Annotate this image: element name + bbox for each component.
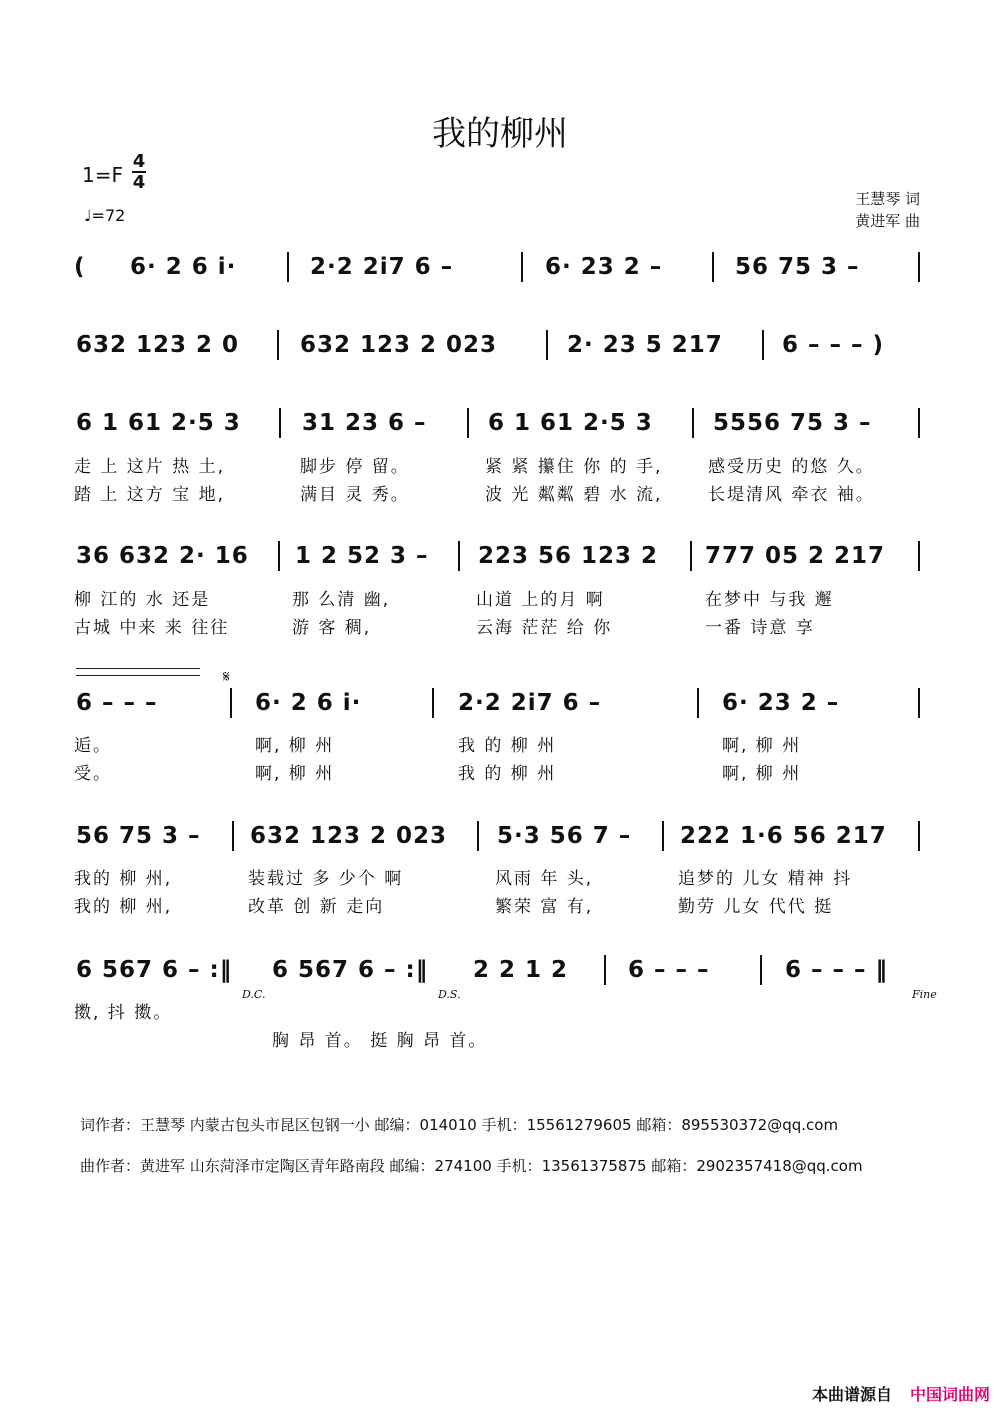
system-2-measure-3: 2· 23 5 217 — [567, 332, 723, 358]
system-4-lyric-1a: 柳 江的 水 还是 — [74, 590, 211, 610]
system-7-measure-1: 6 567 6 – :‖ — [76, 957, 233, 983]
system-5-lyric-1c: 我 的 柳 州 — [458, 736, 557, 756]
system-6-measure-2: 632 123 2 023 — [250, 823, 448, 849]
system-5-lyric-1a: 逅。 — [74, 736, 112, 756]
system-7-measure-4: 6 – – – — [628, 957, 710, 983]
system-6-lyric-1b: 装载过 多 少个 啊 — [248, 869, 404, 889]
system-5-lyric-2c: 我 的 柳 州 — [458, 764, 557, 784]
ds-marking: D.S. — [438, 988, 461, 1001]
system-2-measure-1: 632 123 2 0 — [76, 332, 240, 358]
barline — [432, 688, 434, 718]
barline — [279, 408, 281, 438]
dc-marking: D.C. — [242, 988, 266, 1001]
source-attribution — [812, 1382, 990, 1405]
barline — [477, 821, 479, 851]
system-2-measure-4: 6 – – – ) — [782, 332, 885, 358]
system-5-lyric-2a: 受。 — [74, 764, 112, 784]
system-6-measure-3: 5·3 56 7 – — [497, 823, 632, 849]
barline — [230, 688, 232, 718]
system-5-lyric-2b: 啊, 柳 州 — [255, 764, 335, 784]
barline — [692, 408, 694, 438]
system-3-measure-2: 31 23 6 – — [302, 410, 427, 436]
system-4-lyric-2c: 云海 茫茫 给 你 — [476, 618, 613, 638]
system-4-lyric-1c: 山道 上的月 啊 — [476, 590, 605, 610]
decrescendo-line — [76, 668, 200, 669]
barline — [278, 541, 280, 571]
system-3-measure-1: 6 1 61 2·5 3 — [76, 410, 241, 436]
system-1-measure-3: 6· 23 2 – — [545, 254, 663, 280]
system-6-lyric-2a: 我的 柳 州, — [74, 897, 173, 917]
system-7-lyric-1: 擞, 抖 擞。 — [74, 1003, 173, 1023]
barline — [918, 252, 920, 282]
system-1-measure-1: 6· 2 6 i· — [130, 254, 237, 280]
decrescendo-line — [76, 675, 200, 676]
barline — [662, 821, 664, 851]
composer-info: 曲作者：黄进军 山东菏泽市定陶区青年路南段 邮编：274100 手机：13561375875 邮箱：2902357418@qq.com — [80, 1157, 863, 1175]
segno-sign: 𝄋 — [223, 667, 230, 686]
system-7-measure-5: 6 – – – ‖ — [785, 957, 889, 983]
system-7-measure-3: 2 2 1 2 — [473, 957, 569, 983]
system-4-measure-4: 777 05 2 217 — [705, 543, 886, 569]
lyricist-credit: 王慧琴 词 — [855, 190, 920, 208]
page-title: 我的柳州 — [432, 114, 568, 154]
system-3-lyric-2c: 波 光 粼粼 碧 水 流, — [485, 485, 663, 505]
system-5-lyric-1d: 啊, 柳 州 — [722, 736, 802, 756]
system-3-lyric-2d: 长堤清风 牵衣 袖。 — [708, 485, 875, 505]
barline — [918, 821, 920, 851]
system-5-measure-3: 2·2 2i7 6 – — [458, 690, 602, 716]
system-7-measure-2: 6 567 6 – :‖ — [272, 957, 429, 983]
system-3-measure-4: 5556 75 3 – — [713, 410, 872, 436]
barline — [546, 330, 548, 360]
system-4-measure-2: 1 2 52 3 – — [295, 543, 429, 569]
barline — [604, 955, 606, 985]
barline — [467, 408, 469, 438]
system-1-open-paren: ( — [74, 254, 86, 280]
lyricist-info: 词作者：王慧琴 内蒙古包头市昆区包钢一小 邮编：014010 手机：15561279605 邮箱：895530372@qq.com — [80, 1116, 839, 1134]
system-3-lyric-1a: 走 上 这片 热 土, — [74, 457, 226, 477]
barline — [521, 252, 523, 282]
system-4-lyric-1d: 在梦中 与我 邂 — [705, 590, 834, 610]
barline — [690, 541, 692, 571]
system-4-lyric-2a: 古城 中来 来 往往 — [74, 618, 230, 638]
barline — [918, 688, 920, 718]
system-5-measure-2: 6· 2 6 i· — [255, 690, 362, 716]
system-1-measure-4: 56 75 3 – — [735, 254, 860, 280]
barline — [918, 408, 920, 438]
system-6-lyric-2c: 繁荣 富 有, — [495, 897, 594, 917]
time-signature — [132, 153, 146, 191]
system-4-measure-3: 223 56 123 2 — [478, 543, 659, 569]
system-3-lyric-2a: 踏 上 这方 宝 地, — [74, 485, 226, 505]
barline — [712, 252, 714, 282]
time-signature-top: 4 — [132, 151, 146, 172]
system-5-lyric-2d: 啊, 柳 州 — [722, 764, 802, 784]
tempo-marking: ♩=72 — [84, 206, 126, 225]
source-label: 本曲谱源自 — [811, 1385, 892, 1404]
system-3-lyric-1b: 脚步 停 留。 — [300, 457, 410, 477]
system-4-lyric-2b: 游 客 稠, — [292, 618, 372, 638]
key-signature: 1=F — [82, 163, 123, 187]
barline — [287, 252, 289, 282]
system-6-measure-4: 222 1·6 56 217 — [680, 823, 887, 849]
system-6-lyric-1c: 风雨 年 头, — [495, 869, 594, 889]
system-6-lyric-1a: 我的 柳 州, — [74, 869, 173, 889]
system-4-measure-1: 36 632 2· 16 — [76, 543, 249, 569]
composer-credit: 黄进军 曲 — [855, 212, 920, 230]
barline — [458, 541, 460, 571]
system-6-lyric-2d: 勤劳 儿女 代代 挺 — [678, 897, 834, 917]
system-4-lyric-1b: 那 么清 幽, — [292, 590, 391, 610]
source-site-link[interactable]: 中国词曲网 — [909, 1385, 990, 1404]
system-3-lyric-2b: 满目 灵 秀。 — [300, 485, 410, 505]
system-2-measure-2: 632 123 2 023 — [300, 332, 498, 358]
barline — [918, 541, 920, 571]
system-3-lyric-1c: 紧 紧 攥住 你 的 手, — [485, 457, 663, 477]
barline — [232, 821, 234, 851]
system-1-measure-2: 2·2 2i7 6 – — [310, 254, 454, 280]
barline — [697, 688, 699, 718]
system-3-lyric-1d: 感受历史 的悠 久。 — [708, 457, 875, 477]
system-4-lyric-2d: 一番 诗意 享 — [705, 618, 815, 638]
barline — [760, 955, 762, 985]
time-signature-bottom: 4 — [132, 172, 146, 193]
system-6-lyric-1d: 追梦的 儿女 精神 抖 — [678, 869, 853, 889]
system-5-lyric-1b: 啊, 柳 州 — [255, 736, 335, 756]
fine-marking: Fine — [912, 988, 937, 1001]
system-5-measure-1: 6 – – – — [76, 690, 158, 716]
system-6-measure-1: 56 75 3 – — [76, 823, 201, 849]
system-7-lyric-2: 胸 昂 首。 挺 胸 昂 首。 — [272, 1031, 488, 1051]
barline — [277, 330, 279, 360]
system-6-lyric-2b: 改革 创 新 走向 — [248, 897, 385, 917]
barline — [762, 330, 764, 360]
system-3-measure-3: 6 1 61 2·5 3 — [488, 410, 653, 436]
system-5-measure-4: 6· 23 2 – — [722, 690, 840, 716]
